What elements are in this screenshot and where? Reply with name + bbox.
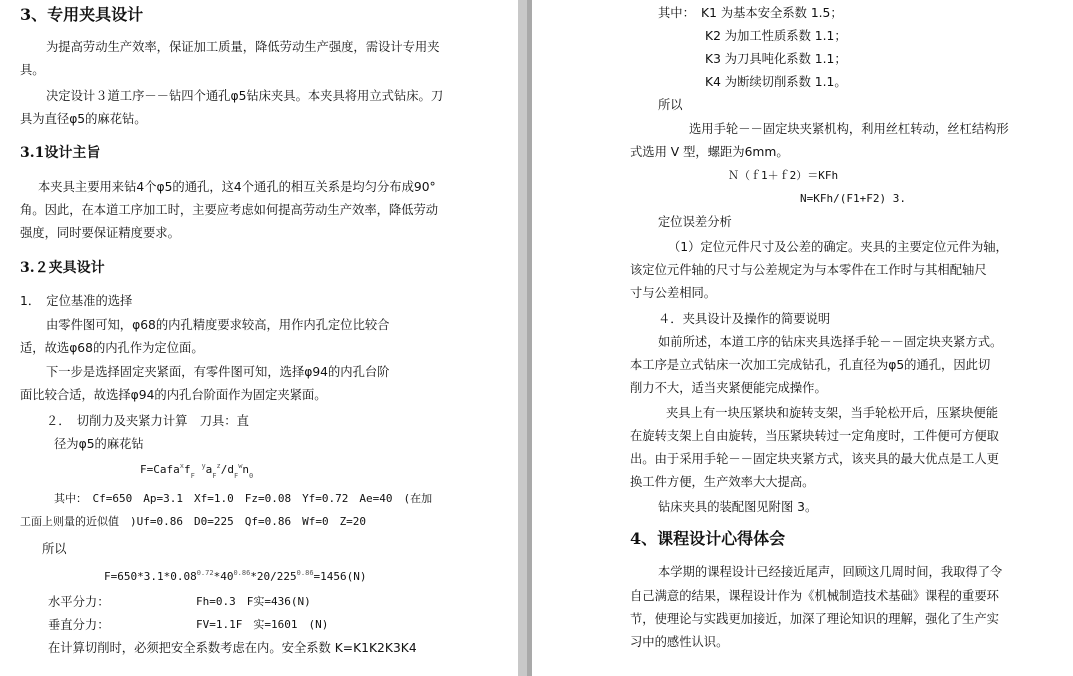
paragraph-line: 本学期的课程设计已经接近尾声，回顾这几周时间，我取得了令 (658, 565, 1003, 579)
left-page (0, 0, 518, 676)
paragraph-line: 角。因此，在本道工序加工时，主要应考虑如何提高劳动生产效率，降低劳动 (20, 203, 439, 217)
paragraph-line: 本工序是立式钻床一次加工完成钻孔，孔直径为φ5的通孔，因此切 (630, 358, 991, 372)
paragraph-line: 如前所述，本道工序的钻床夹具选择手轮－－固定块夹紧方式。 (658, 335, 1003, 349)
coefficient-line: 其中： K1 为基本安全系数 1.5； (658, 6, 843, 20)
paragraph-line: 具为直径φ5的麻花钻。 (20, 112, 147, 126)
vertical-force-label: 垂直分力： (48, 618, 110, 632)
heading-3-2: 3.２夹具设计 (20, 260, 105, 276)
vertical-force-value: FV=1.1F 实=1601 (N) (196, 618, 329, 631)
subsection-title: 定位误差分析 (658, 215, 732, 229)
parameters-line: 工面上则量的近似值 )Uf=0.86 D0=225 Qf=0.86 Wf=0 Z=20 (20, 515, 367, 528)
paragraph-line: 为提高劳动生产效率，保证加工质量，降低劳动生产强度，需设计专用夹 (46, 40, 440, 54)
heading-3: 3、专用夹具设计 (20, 5, 144, 24)
paragraph-line: 决定设计３道工序－－钻四个通孔φ5钻床夹具。本夹具将用立式钻床。刀 (46, 89, 444, 103)
section-4-title: ４．夹具设计及操作的简要说明 (658, 312, 831, 326)
coefficient-line: K2 为加工性质系数 1.1； (705, 29, 847, 43)
paragraph-line: 该定位元件轴的尺寸与公差规定为与本零件在工作时与其相配轴尺 (630, 263, 987, 277)
paragraph-line: 钻床夹具的装配图见附图 3。 (658, 500, 818, 514)
paragraph-line: 由零件图可知，φ68的内孔精度要求较高，用作内孔定位比较合 (46, 318, 390, 332)
paragraph-line: （1）定位元件尺寸及公差的确定。夹具的主要定位元件为轴， (668, 240, 1008, 254)
horizontal-force-value: Fh=0.3 F实=436(N) (196, 595, 311, 608)
paragraph-line: 削力不大，适当夹紧便能完成操作。 (630, 381, 827, 395)
coefficient-line: K3 为刀具吨化系数 1.1； (705, 52, 847, 66)
parameters-line: 其中： Cf=650 Ap=3.1 Xf=1.0 Fz=0.08 Yf=0.72 Ae=40 (在加 (54, 492, 433, 505)
paragraph-line: 强度，同时要保证精度要求。 (20, 226, 180, 240)
paragraph-line: 下一步是选择固定夹紧面，有零件图可知，选择φ94的内孔台阶 (46, 365, 390, 379)
paragraph-line: 习中的感性认识。 (630, 635, 729, 649)
section-2-title: ２． 切削力及夹紧力计算 刀具：直 (46, 414, 249, 428)
paragraph-line: 适，故选φ68的内孔作为定位面。 (20, 341, 204, 355)
paragraph-line: 选用手轮－－固定块夹紧机构，利用丝杠转动，丝杠结构形 (689, 122, 1009, 136)
paragraph-line: 寸与公差相同。 (630, 286, 717, 300)
force-result-formula: $F=650*3.1*0.08^{0.72}*40^{0.86}*20/225^{0.86}=1456(N)$ (104, 569, 367, 583)
paragraph-line: 在计算切削时，必须把安全系数考虑在内。安全系数 K=K1K2K3K4 (48, 641, 417, 655)
paragraph-line: 在旋转支架上自由旋转，当压紧块转过一定角度时，工件便可方便取 (630, 429, 999, 443)
paragraph-line: 节，使理论与实践更加接近，加深了理论知识的理解，强化了生产实 (630, 612, 999, 626)
clamp-equation: Ｎ（ｆ1＋ｆ2）＝KFh (728, 169, 839, 182)
paragraph-line: 所以 (42, 542, 67, 556)
paragraph-line: 具。 (20, 63, 45, 77)
paragraph-line: 所以 (658, 98, 683, 112)
horizontal-force-label: 水平分力： (48, 595, 110, 609)
paragraph-line: 自己满意的结果，课程设计作为《机械制造技术基础》课程的重要环 (630, 589, 999, 603)
heading-3-1: 3.1设计主旨 (20, 145, 101, 161)
section-1-title: 1． 定位基准的选择 (20, 294, 133, 308)
paragraph-line: 夹具上有一块压紧块和旋转支架，当手轮松开后，压紧块便能 (666, 406, 999, 420)
paragraph-line: 出。由于采用手轮－－固定块夹紧方式，该夹具的最大优点是工人更 (630, 452, 999, 466)
paragraph-line: 式选用 V 型，螺距为6mm。 (630, 145, 789, 159)
clamp-equation: N=KFh/(F1+F2) 3. (800, 192, 906, 205)
right-page (532, 0, 1073, 676)
paragraph-line: 面比较合适，故选择φ94的内孔台阶面作为固定夹紧面。 (20, 388, 327, 402)
paragraph-line: 本夹具主要用来钻4个φ5的通孔，这4个通孔的相互关系是均匀分布成90° (38, 180, 436, 194)
coefficient-line: K4 为断续切削系数 1.1。 (705, 75, 847, 89)
paragraph-line: 换工件方便，生产效率大大提高。 (630, 475, 815, 489)
heading-4: 4、课程设计心得体会 (630, 529, 786, 548)
paragraph-line: 径为φ5的麻花钻 (54, 437, 144, 451)
cutting-force-formula: $F=Cafa^xf_F$ $^ya_F^z/d_F^wn_0$ (140, 462, 254, 480)
